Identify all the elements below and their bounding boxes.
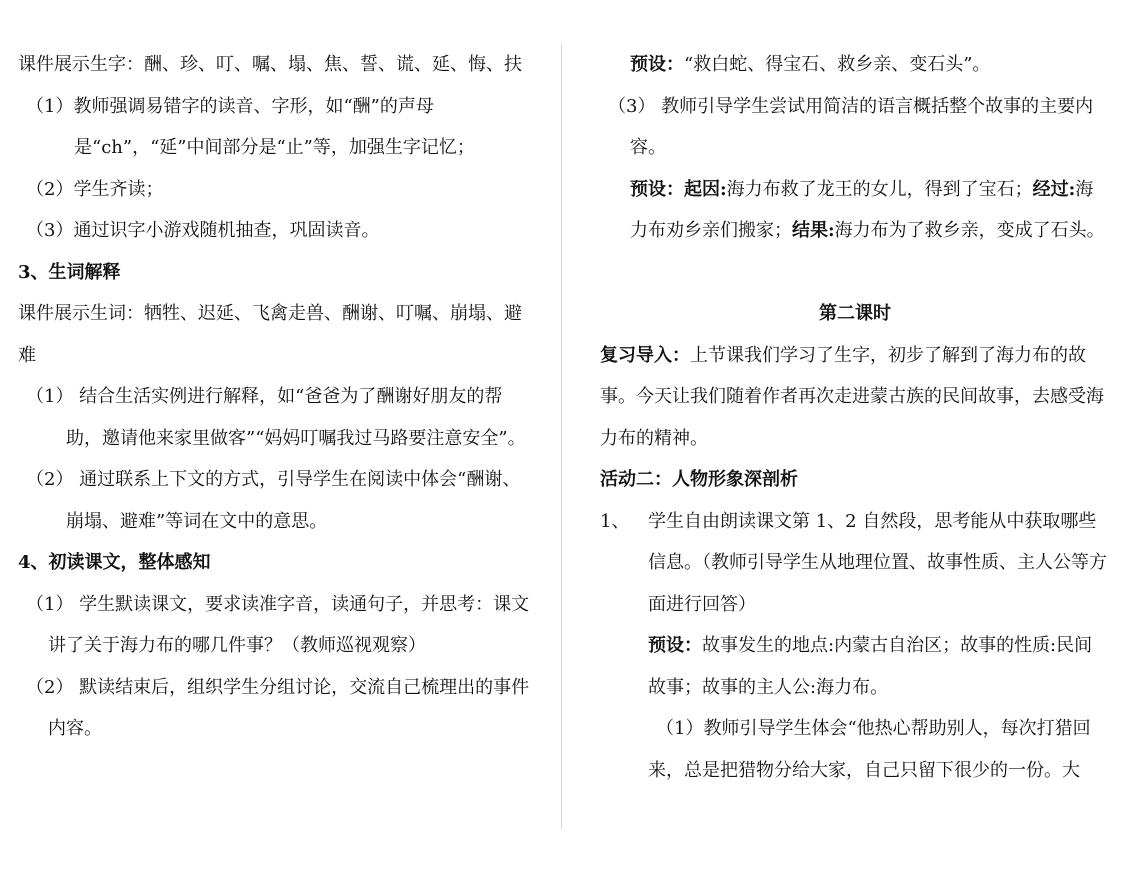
list-item-game: （3）通过识字小游戏随机抽查，巩固读音。 [26, 220, 380, 241]
list-item-silent-reading: （1） 学生默读课文，要求读准字音，读通句子，并思考：课文讲了关于海力布的哪几件事？（教师巡视观察） [26, 593, 530, 656]
paragraph-char-display: 课件展示生字：酬、珍、叮、嘱、塌、焦、誓、谎、延、悔、扶 [18, 54, 522, 75]
list-item-free-reading: 1、 学生自由朗读课文第 1、2 自然段，思考能从中获取哪些信息。（教师引导学生从地理位置、故事性质、主人公等方面进行回答） [600, 510, 1107, 615]
section-heading-vocabulary: 3、生词解释 [18, 261, 121, 283]
preset-answer-summary: 预设：起因:海力布救了龙王的女儿，得到了宝石；经过:海力布劝乡亲们搬家；结果:海力布为了救乡亲，变成了石头。 [630, 178, 1105, 241]
preset-answer-info: 预设：故事发生的地点:内蒙古自治区；故事的性质:民间故事；故事的主人公:海力布。 [648, 635, 1093, 698]
list-item-real-life: （1） 结合生活实例进行解释，如“爸爸为了酬谢好朋友的帮助，邀请他来家里做客”“妈妈叮嘱我过马路要注意安全”。 [26, 386, 526, 449]
column-divider [561, 44, 562, 829]
blank-line [600, 252, 1110, 294]
right-column [600, 44, 1110, 791]
list-item-character-analysis: （1）教师引导学生体会“他热心帮助别人，每次打猎回来，总是把猎物分给大家，自己只留下很少的一份。大 [648, 718, 1091, 781]
left-column [18, 44, 538, 750]
list-item-discussion: （2） 默读结束后，组织学生分组讨论，交流自己梳理出的事件内容。 [26, 676, 530, 739]
preset-answer-events: 预设：“救白蛇、得宝石、救乡亲、变石头”。 [630, 54, 991, 75]
activity-heading: 活动二：人物形象深剖析 [600, 469, 798, 490]
review-intro: 复习导入：上节课我们学习了生字，初步了解到了海力布的故事。今天让我们随着作者再次走进蒙古族的民间故事，去感受海力布的精神。 [600, 344, 1104, 449]
section-heading-first-reading: 4、初读课文，整体感知 [18, 552, 211, 573]
list-item-emphasis: （1）教师强调易错字的读音、字形，如“酬”的声母是“ch”，“延”中间部分是“止”等，加强生字记忆； [26, 95, 475, 158]
list-item-context: （2） 通过联系上下文的方式，引导学生在阅读中体会“酬谢、崩塌、避难”等词在文中的意思。 [26, 469, 521, 532]
list-item-read-aloud: （2）学生齐读； [26, 178, 164, 200]
lesson-title: 第二课时 [819, 303, 891, 324]
paragraph-word-display: 课件展示生词：牺牲、迟延、飞禽走兽、酬谢、叮嘱、崩塌、避难 [18, 303, 522, 366]
list-item-summarize: （3） 教师引导学生尝试用简洁的语言概括整个故事的主要内容。 [608, 95, 1094, 158]
